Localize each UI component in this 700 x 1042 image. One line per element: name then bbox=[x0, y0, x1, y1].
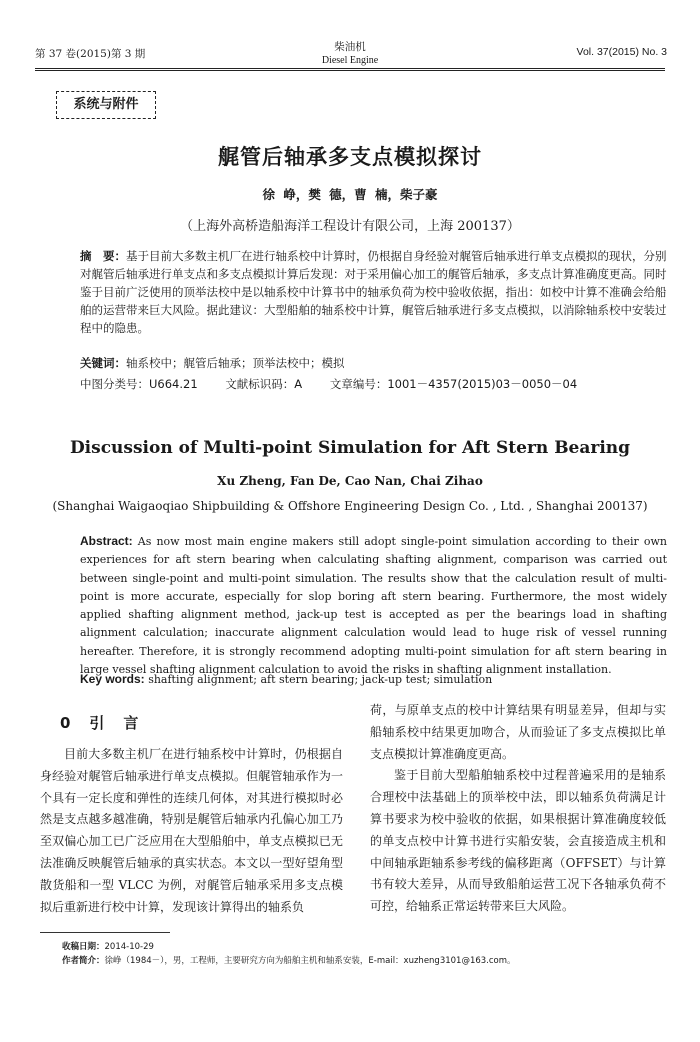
keywords-en bbox=[80, 672, 670, 686]
classification-line bbox=[80, 376, 670, 392]
footnote-rule bbox=[40, 932, 170, 933]
body-column-left bbox=[40, 744, 343, 918]
running-header-right: Vol. 37(2015) No. 3 bbox=[576, 46, 667, 58]
journal-name-en: Diesel Engine bbox=[321, 55, 379, 66]
abstract-cn bbox=[80, 247, 670, 337]
affiliation-en: (Shanghai Waigaoqiao Shipbuilding & Offshore Engineering Design Co. , Ltd. , Shanghai 200137) bbox=[52, 499, 648, 513]
body-column-right bbox=[370, 700, 666, 918]
authors-cn: 徐 峥，樊 德，曹 楠，柴子豪 bbox=[262, 187, 438, 202]
keywords-en-text: shafting alignment; aft stern bearing; jack-up test; simulation bbox=[148, 673, 493, 686]
header-rule bbox=[35, 68, 665, 69]
keywords-en-label: Key words: bbox=[80, 672, 145, 686]
paper-title-en: Discussion of Multi-point Simulation for Aft Stern Bearing bbox=[69, 438, 631, 458]
keywords-cn-label: 关键词： bbox=[80, 356, 126, 370]
received-date: 2014-10-29 bbox=[104, 942, 154, 952]
section-tag: 系统与附件 bbox=[56, 91, 156, 119]
author-bio-label: 作者简介： bbox=[62, 956, 105, 966]
keywords-cn-text: 轴系校中；艉管后轴承；顶举法校中；模拟 bbox=[126, 356, 345, 370]
body-paragraph: 鉴于目前大型船舶轴系校中过程普遍采用的是轴系合理校中法基础上的顶举校中法，即以轴系负荷满足计算书要求为校中验收的依据，如果根据计算准确度较低的单支点校中计算书进行实船安装，会直接造成主机和中间轴承距轴系参考线的偏移距离（OFFSET）与计算书有较大差异，从而导致船舶运营工况下各轴承负荷不可控，给轴系正常运转带来巨大风险。 bbox=[370, 768, 666, 914]
authors-en: Xu Zheng, Fan De, Cao Nan, Chai Zihao bbox=[217, 474, 483, 488]
section-heading-introduction: 0 引 言 bbox=[60, 714, 141, 732]
body-paragraph: 荷，与原单支点的校中计算结果有明显差异，但却与实船轴系校中结果更加吻合，从而验证了多支点模拟比单支点模拟计算准确度更高。 bbox=[370, 703, 666, 761]
header-rule-thin bbox=[35, 70, 665, 71]
document-code: 文献标识码：A bbox=[225, 377, 303, 391]
abstract-cn-label: 摘 要： bbox=[80, 249, 126, 263]
footnote-author bbox=[62, 954, 516, 966]
affiliation-cn: （上海外高桥造船海洋工程设计有限公司，上海 200137） bbox=[180, 219, 520, 234]
abstract-en bbox=[80, 532, 667, 679]
running-header-left: 第 37 卷(2015)第 3 期 bbox=[35, 48, 146, 60]
abstract-cn-text: 基于目前大多数主机厂在进行轴系校中计算时，仍根据自身经验对艉管后轴承进行单支点模拟的现状，分别对艉管后轴承进行单支点和多支点模拟计算后发现：对于采用偏心加工的艉管后轴承，多支点计算准确度更高。同时鉴于目前广泛使用的顶举法校中是以轴系校中计算书中的轴承负荷为校中验收依据，指出：如校中计算不准确会给船舶的运营带来巨大风险。据此建议：大型船舶的轴系校中计算，艉管后轴承进行多支点模拟，以消除轴系校中安装过程中的隐患。 bbox=[80, 249, 667, 335]
author-bio: 徐峥（1984－），男，工程师，主要研究方向为船舶主机和轴系安装，E-mail：xuzheng3101@163.com。 bbox=[104, 956, 516, 966]
received-label: 收稿日期： bbox=[62, 942, 105, 952]
journal-name-cn: 柴油机 bbox=[334, 41, 366, 53]
clc-number: 中图分类号：U664.21 bbox=[80, 377, 198, 391]
paper-title-cn: 艉管后轴承多支点模拟探讨 bbox=[218, 145, 482, 169]
body-paragraph: 目前大多数主机厂在进行轴系校中计算时，仍根据自身经验对艉管后轴承进行单支点模拟。但艉管轴承作为一个具有一定长度和弹性的连续几何体，对其进行模拟时必然是支点越多越准确，特别是艉管后轴承内孔偏心加工乃至双偏心加工已广泛应用在大型船舶中，单支点模拟已无法准确反映艉管后轴承的真实状态。本文以一型好望角型散货船和一型 VLCC 为例，对艉管后轴承采用多支点模拟后重新进行校中计算，发现该计算得出的轴系负 bbox=[40, 747, 343, 914]
article-number: 文章编号：1001－4357(2015)03－0050－04 bbox=[329, 377, 578, 391]
abstract-en-text: As now most main engine makers still adopt single-point simulation according to their own experiences for aft stern bearing when calculating shafting alignment, comparison was carried out between single-point and multi-point simulation. The results show that the calculation result of multi-point is more accurate, especially for slop boring aft stern bearing. Furthermore, the most widely applied shafting alignment method, jack-up test is accepted as per the bearings load in shafting alignment calculation; inaccurate alignment calculation would lead to huge risk of vessel running hereafter. Therefore, it is strongly recommend adopting multi-point simulation for aft stern bearing in large vessel shafting alignment calculation to avoid the risks in shafting alignment installation. bbox=[80, 535, 667, 677]
footnote-received bbox=[62, 940, 154, 952]
keywords-cn bbox=[80, 355, 670, 371]
abstract-en-label: Abstract: bbox=[80, 534, 133, 548]
